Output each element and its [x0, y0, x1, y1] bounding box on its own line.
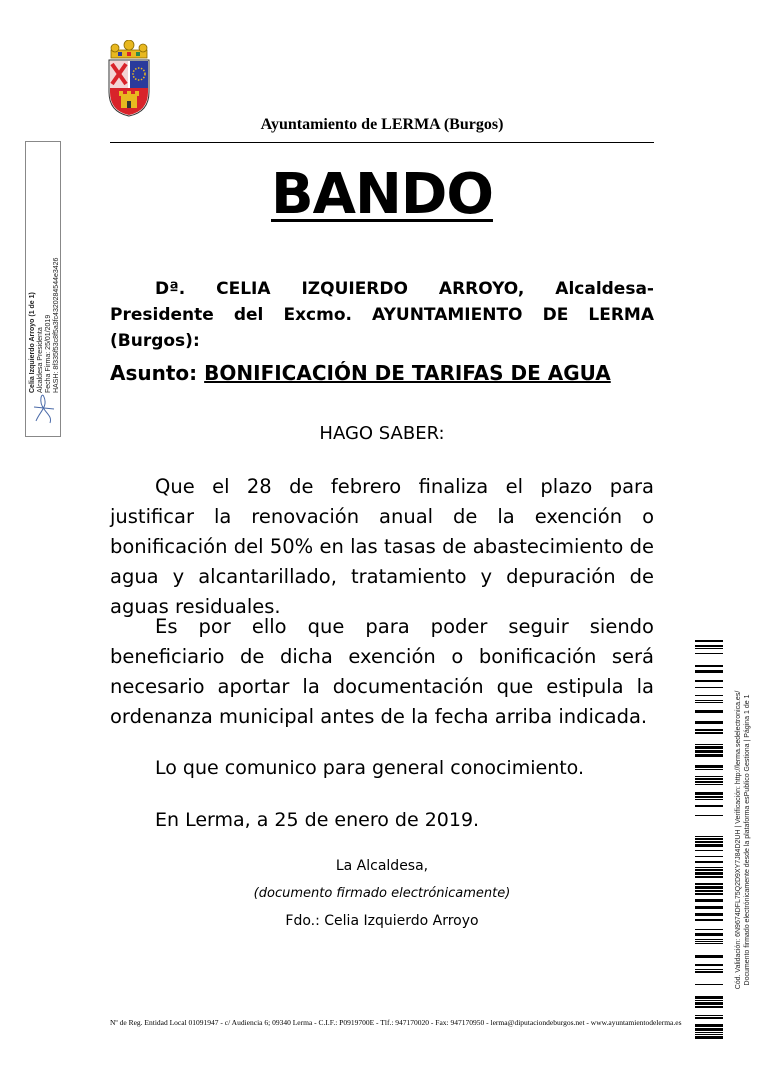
barcode-icon: [695, 640, 723, 1042]
barcode-bar: [695, 754, 723, 757]
barcode-bar: [695, 640, 723, 642]
hash-line: HASH: 8f335f53c8f5a3fc4320284544e3426: [53, 257, 60, 393]
barcode-bar: [695, 1028, 723, 1031]
barcode-bar: [695, 732, 723, 734]
body-paragraph-2: Es por ello que para poder seguir siendo beneficiario de dicha exención o bonificación será necesario aportar la documentación que estipula la ordenanza municipal antes de la fecha arriba indicada.: [110, 615, 654, 728]
barcode-bar: [695, 883, 723, 885]
barcode-bar: [695, 721, 723, 724]
barcode-bar: [695, 687, 723, 688]
barcode-bar: [695, 700, 723, 701]
body-paragraph-3: Lo que comunico para general conocimiento.: [155, 757, 585, 779]
barcode-bar: [695, 750, 723, 753]
barcode-bar: [695, 702, 723, 703]
barcode-bar: [695, 648, 723, 649]
barcode-bar: [695, 861, 723, 863]
barcode-bar: [695, 1017, 723, 1019]
validation-code-line: Cód. Validación: 6N9674DFL75Q2D9XY7J84D2UH | Verificación: http://lerma.sedelectronica.es/: [735, 690, 742, 990]
barcode-bar: [695, 964, 723, 966]
barcode-bar: [695, 665, 723, 667]
barcode-bar: [695, 886, 723, 889]
barcode-bar: [695, 729, 723, 731]
barcode-bar: [695, 805, 723, 807]
barcode-bar: [695, 778, 723, 780]
barcode-bar: [695, 933, 723, 936]
barcode-bar: [695, 776, 723, 777]
barcode-bar: [695, 653, 723, 654]
barcode-bar: [695, 867, 723, 868]
barcode-bar: [695, 869, 723, 871]
barcode-bar: [695, 899, 723, 902]
barcode-bar: [695, 1036, 723, 1039]
signature-note: (documento firmado electrónicamente): [253, 886, 511, 901]
barcode-bar: [695, 929, 723, 930]
issuer-paragraph: Dª. CELIA IZQUIERDO ARROYO, Alcaldesa-Presidente del Excmo. AYUNTAMIENTO DE LERMA (Burgos):: [110, 279, 654, 351]
coat-of-arms-icon: [106, 40, 152, 118]
barcode-bar: [695, 670, 723, 673]
validation-text: [734, 640, 752, 1040]
barcode-bar: [695, 890, 723, 892]
barcode-bar: [695, 838, 723, 840]
announcement-heading: HAGO SABER:: [319, 423, 445, 444]
barcode-bar: [695, 1015, 723, 1016]
electronic-signature-box: [25, 141, 61, 437]
barcode-bar: [695, 913, 723, 916]
barcode-bar: [695, 971, 723, 973]
barcode-bar: [695, 836, 723, 837]
subject-line: [110, 358, 654, 388]
barcode-bar: [695, 680, 723, 682]
footer-contact: Nº de Reg. Entidad Local 01091947 - c/ Audiencia 6; 09340 Lerma - C.I.F.: P0919700E - Tlf.: 947170020 - Fax: 947170950 - lerma@diputaciondeburgos.net - www.ayuntamientodelerma.es: [110, 1018, 682, 1027]
barcode-bar: [695, 799, 723, 800]
signatory-role: La Alcaldesa,: [335, 858, 429, 874]
barcode-bar: [695, 1032, 723, 1033]
barcode-bar: [695, 1000, 723, 1001]
barcode-bar: [695, 645, 723, 647]
barcode-bar: [695, 796, 723, 798]
barcode-bar: [695, 856, 723, 857]
barcode-bar: [695, 906, 723, 909]
barcode-bar: [695, 955, 723, 958]
barcode-bar: [695, 781, 723, 783]
municipality-title: Ayuntamiento de LERMA (Burgos): [260, 116, 504, 133]
barcode-bar: [695, 746, 723, 749]
signer-line: Celia Izquierdo Arroyo (1 de 1): [29, 292, 36, 393]
platform-line: Documento firmado electrónicamente desde la plataforma esPublico Gestiona | Página 1 de 1: [744, 694, 751, 986]
document-title: BANDO: [271, 162, 493, 227]
barcode-bar: [695, 1034, 723, 1035]
barcode-bar: [695, 996, 723, 999]
barcode-bar: [695, 969, 723, 970]
barcode-bar: [695, 943, 723, 944]
barcode-bar: [695, 941, 723, 942]
barcode-bar: [695, 1006, 723, 1008]
barcode-bar: [695, 695, 723, 696]
barcode-bar: [695, 841, 723, 843]
body-paragraph-1: Que el 28 de febrero finaliza el plazo para justificar la renovación anual de la exención o bonificación del 50% en las tasas de abastecimiento de agua y alcantarillado, tratamiento y depuración de aguas residuales.: [110, 475, 654, 618]
barcode-bar: [695, 984, 723, 985]
barcode-bar: [695, 893, 723, 895]
barcode-bar: [695, 710, 723, 713]
barcode-bar: [695, 815, 723, 816]
barcode-bar: [695, 939, 723, 940]
barcode-bar: [695, 784, 723, 785]
barcode-bar: [695, 919, 723, 921]
signatory-name: Fdo.: Celia Izquierdo Arroyo: [285, 913, 479, 929]
barcode-bar: [695, 792, 723, 795]
barcode-bar: [695, 876, 723, 878]
place-date: En Lerma, a 25 de enero de 2019.: [155, 809, 480, 831]
barcode-bar: [695, 872, 723, 875]
barcode-bar: [695, 844, 723, 847]
header-divider: [110, 142, 654, 143]
barcode-bar: [695, 1002, 723, 1005]
barcode-bar: [695, 765, 723, 768]
subject-label: Asunto:: [110, 361, 198, 385]
handwritten-signature-icon: [30, 387, 58, 427]
barcode-bar: [695, 744, 723, 745]
barcode-bar: [695, 1024, 723, 1027]
barcode-bar: [695, 769, 723, 770]
signer-role-line: Alcaldesa Presidenta: [37, 327, 44, 393]
barcode-bar: [695, 850, 723, 851]
sign-date-line: Fecha Firma: 25/01/2019: [45, 314, 52, 393]
subject-text: BONIFICACIÓN DE TARIFAS DE AGUA: [204, 361, 611, 385]
